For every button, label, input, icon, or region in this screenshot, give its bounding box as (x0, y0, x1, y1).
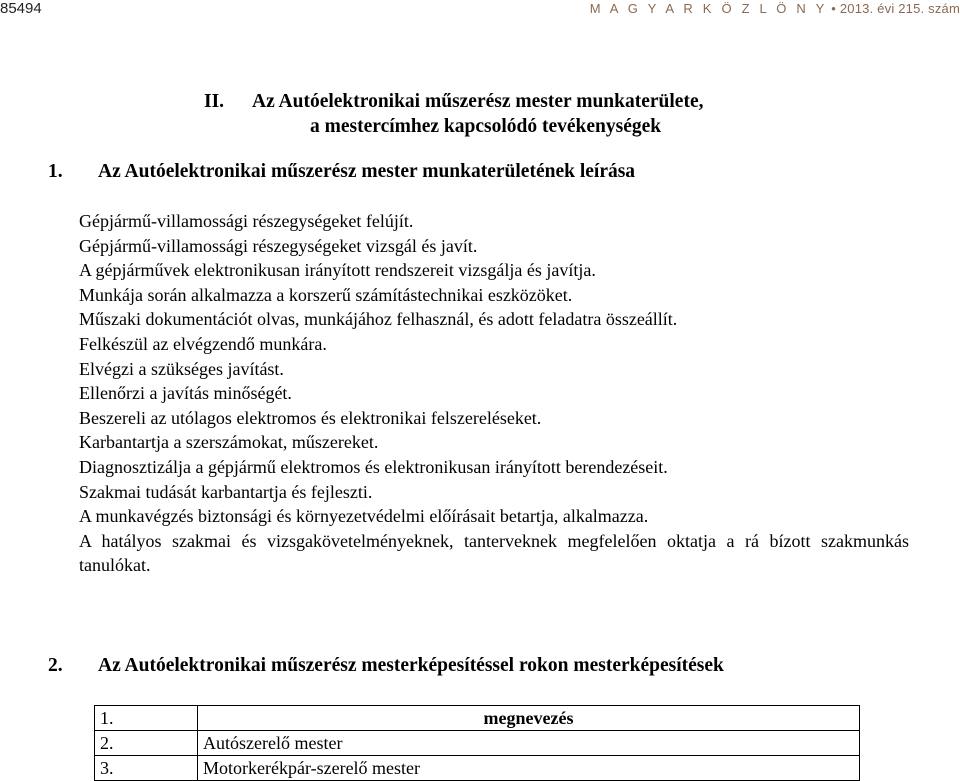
journal-issue: 2013. évi 215. szám (839, 1, 960, 16)
table-row (95, 756, 860, 781)
journal-title: M A G Y A R K Ö Z L Ö N Y (589, 1, 828, 16)
list-item: A gépjárművek elektronikusan irányított rendszereit vizsgálja és javítja. (79, 260, 596, 281)
subsection-1-title (48, 160, 635, 184)
section-title (204, 89, 804, 139)
list-item: Karbantartja a szerszámokat, műszereket. (79, 432, 379, 453)
section-title-line1: Az Autóelektronikai műszerész mester munkaterülete, (252, 91, 704, 112)
page-header (0, 0, 960, 22)
list-item: Gépjármű-villamossági részegységeket vizsgál és javít. (79, 235, 478, 256)
table-header-num: 1. (95, 706, 198, 731)
list-item: Diagnosztizálja a gépjármű elektromos és elektronikusan irányított berendezéseit. (79, 456, 668, 477)
table-cell-name: Motorkerékpár-szerelő mester (198, 756, 860, 781)
table-cell-name: Autószerelő mester (198, 731, 860, 756)
journal-bullet: • (831, 1, 840, 16)
table-row (95, 731, 860, 756)
table-header-label: megnevezés (198, 706, 860, 731)
list-item: A hatályos szakmai és vizsgakövetelményeknek, tanterveknek megfelelően oktatja a rá bízott szakmunkás tanulókat. (79, 530, 909, 576)
subsection-2-title (48, 654, 724, 678)
page-number: 85494 (0, 0, 42, 17)
table-cell-num: 2. (95, 731, 198, 756)
related-qualifications-table (94, 705, 860, 781)
section-number: II. (204, 91, 225, 112)
list-item: Felkészül az elvégzendő munkára. (79, 333, 327, 354)
journal-header (590, 1, 960, 16)
list-item: Beszereli az utólagos elektromos és elektronikai felszereléseket. (79, 407, 542, 428)
subsection-2-text: Az Autóelektronikai műszerész mesterképesítéssel rokon mesterképesítések (98, 655, 724, 676)
list-item: Elvégzi a szükséges javítást. (79, 358, 284, 379)
list-item: Műszaki dokumentációt olvas, munkájához felhasznál, és adott feladatra összeállít. (79, 309, 678, 330)
section-title-line2: a mestercímhez kapcsolódó tevékenységek (310, 116, 662, 137)
list-item: Munkája során alkalmazza a korszerű számítástechnikai eszközöket. (79, 284, 573, 305)
subsection-2-number: 2. (48, 655, 63, 676)
duty-list (79, 209, 909, 578)
subsection-1-number: 1. (48, 161, 63, 182)
table-cell-num: 3. (95, 756, 198, 781)
list-item: Ellenőrzi a javítás minőségét. (79, 383, 292, 404)
table-header-row (95, 706, 860, 731)
list-item: A munkavégzés biztonsági és környezetvédelmi előírásait betartja, alkalmazza. (79, 506, 649, 527)
list-item: Gépjármű-villamossági részegységeket felújít. (79, 211, 414, 231)
subsection-1-text: Az Autóelektronikai műszerész mester munkaterületének leírása (98, 161, 636, 182)
list-item: Szakmai tudását karbantartja és fejleszti. (79, 481, 373, 502)
